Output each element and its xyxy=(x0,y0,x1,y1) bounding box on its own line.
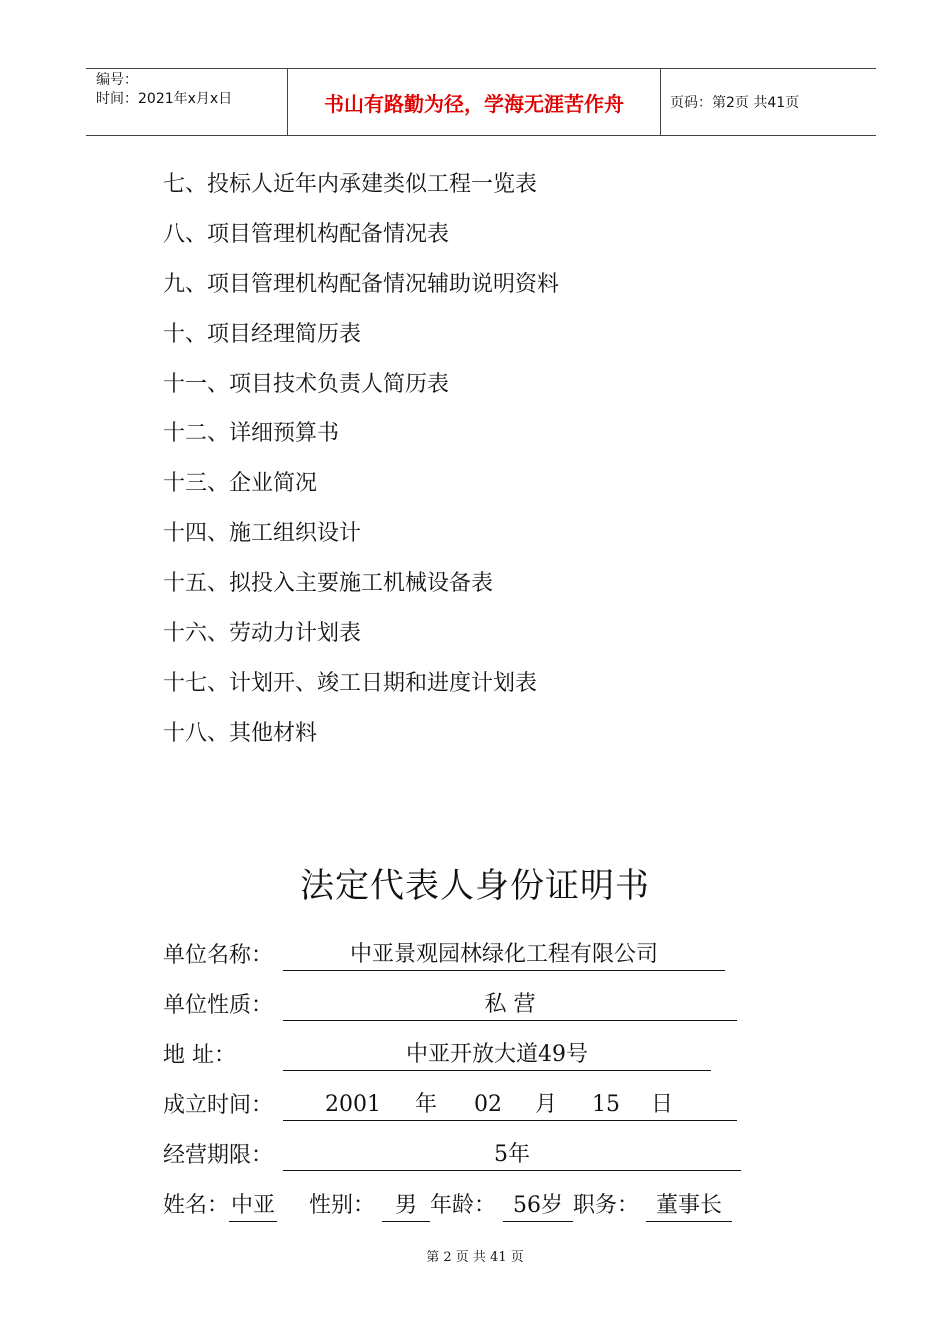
toc-item: 十七、计划开、竣工日期和进度计划表 xyxy=(163,670,538,696)
founded-row xyxy=(163,1090,673,1122)
position-label: 职务： xyxy=(573,1193,640,1218)
page-footer: 第 2 页 共 41 页 xyxy=(426,1250,524,1265)
certificate-title: 法定代表人身份证明书 xyxy=(300,866,650,906)
unit-name-row xyxy=(163,940,658,972)
gender-label: 性别： xyxy=(309,1193,376,1218)
unit-type-value: 私 营 xyxy=(283,990,737,1021)
position-value: 董事长 xyxy=(646,1191,732,1222)
toc-list xyxy=(163,168,559,767)
term-label: 经营期限： xyxy=(163,1143,274,1168)
address-value: 中亚开放大道49号 xyxy=(283,1040,711,1071)
header-page-info: 页码：第2页 共41页 xyxy=(670,95,800,111)
age-label: 年龄： xyxy=(430,1193,497,1218)
toc-item: 十、项目经理简历表 xyxy=(163,321,362,347)
header-time: 时间：2021年x月x日 xyxy=(96,91,233,107)
name-value: 中亚 xyxy=(229,1191,277,1222)
toc-item: 十五、拟投入主要施工机械设备表 xyxy=(163,571,494,597)
toc-item: 十四、施工组织设计 xyxy=(163,521,362,547)
month-char: 月 xyxy=(534,1092,557,1117)
term-value: 5年 xyxy=(283,1140,741,1171)
name-label: 姓名： xyxy=(163,1193,230,1218)
toc-item: 十三、企业简况 xyxy=(163,471,318,497)
founded-value xyxy=(283,1090,737,1121)
toc-item: 八、项目管理机构配备情况表 xyxy=(163,221,450,247)
gender-value: 男 xyxy=(382,1191,430,1222)
term-row xyxy=(163,1140,530,1172)
unit-name-value: 中亚景观园林绿化工程有限公司 xyxy=(283,940,725,971)
unit-name-label: 单位名称： xyxy=(163,943,274,968)
founded-day: 15 xyxy=(592,1092,620,1117)
toc-item: 七、投标人近年内承建类似工程一览表 xyxy=(163,172,538,197)
age-value: 56岁 xyxy=(503,1191,573,1222)
toc-item: 十六、劳动力计划表 xyxy=(163,621,362,647)
founded-label: 成立时间： xyxy=(163,1093,274,1118)
address-row xyxy=(163,1040,588,1072)
header-bottom-rule xyxy=(86,135,876,136)
address-label: 地 址： xyxy=(163,1043,236,1068)
header-motto: 书山有路勤为径，学海无涯苦作舟 xyxy=(324,92,624,116)
header-divider xyxy=(660,68,661,136)
header-meta xyxy=(96,71,232,109)
toc-item: 十八、其他材料 xyxy=(163,720,318,746)
person-row xyxy=(163,1190,732,1222)
toc-item: 十一、项目技术负责人简历表 xyxy=(163,371,450,397)
header-top-rule xyxy=(86,68,876,69)
founded-month: 02 xyxy=(474,1092,502,1117)
unit-type-label: 单位性质： xyxy=(163,993,274,1018)
header-number: 编号： xyxy=(96,72,138,88)
unit-type-row xyxy=(163,990,536,1022)
founded-year: 2001 xyxy=(325,1092,381,1117)
toc-item: 十二、详细预算书 xyxy=(163,421,340,447)
year-char: 年 xyxy=(414,1092,437,1117)
toc-item: 九、项目管理机构配备情况辅助说明资料 xyxy=(163,271,560,297)
day-char: 日 xyxy=(650,1092,673,1117)
